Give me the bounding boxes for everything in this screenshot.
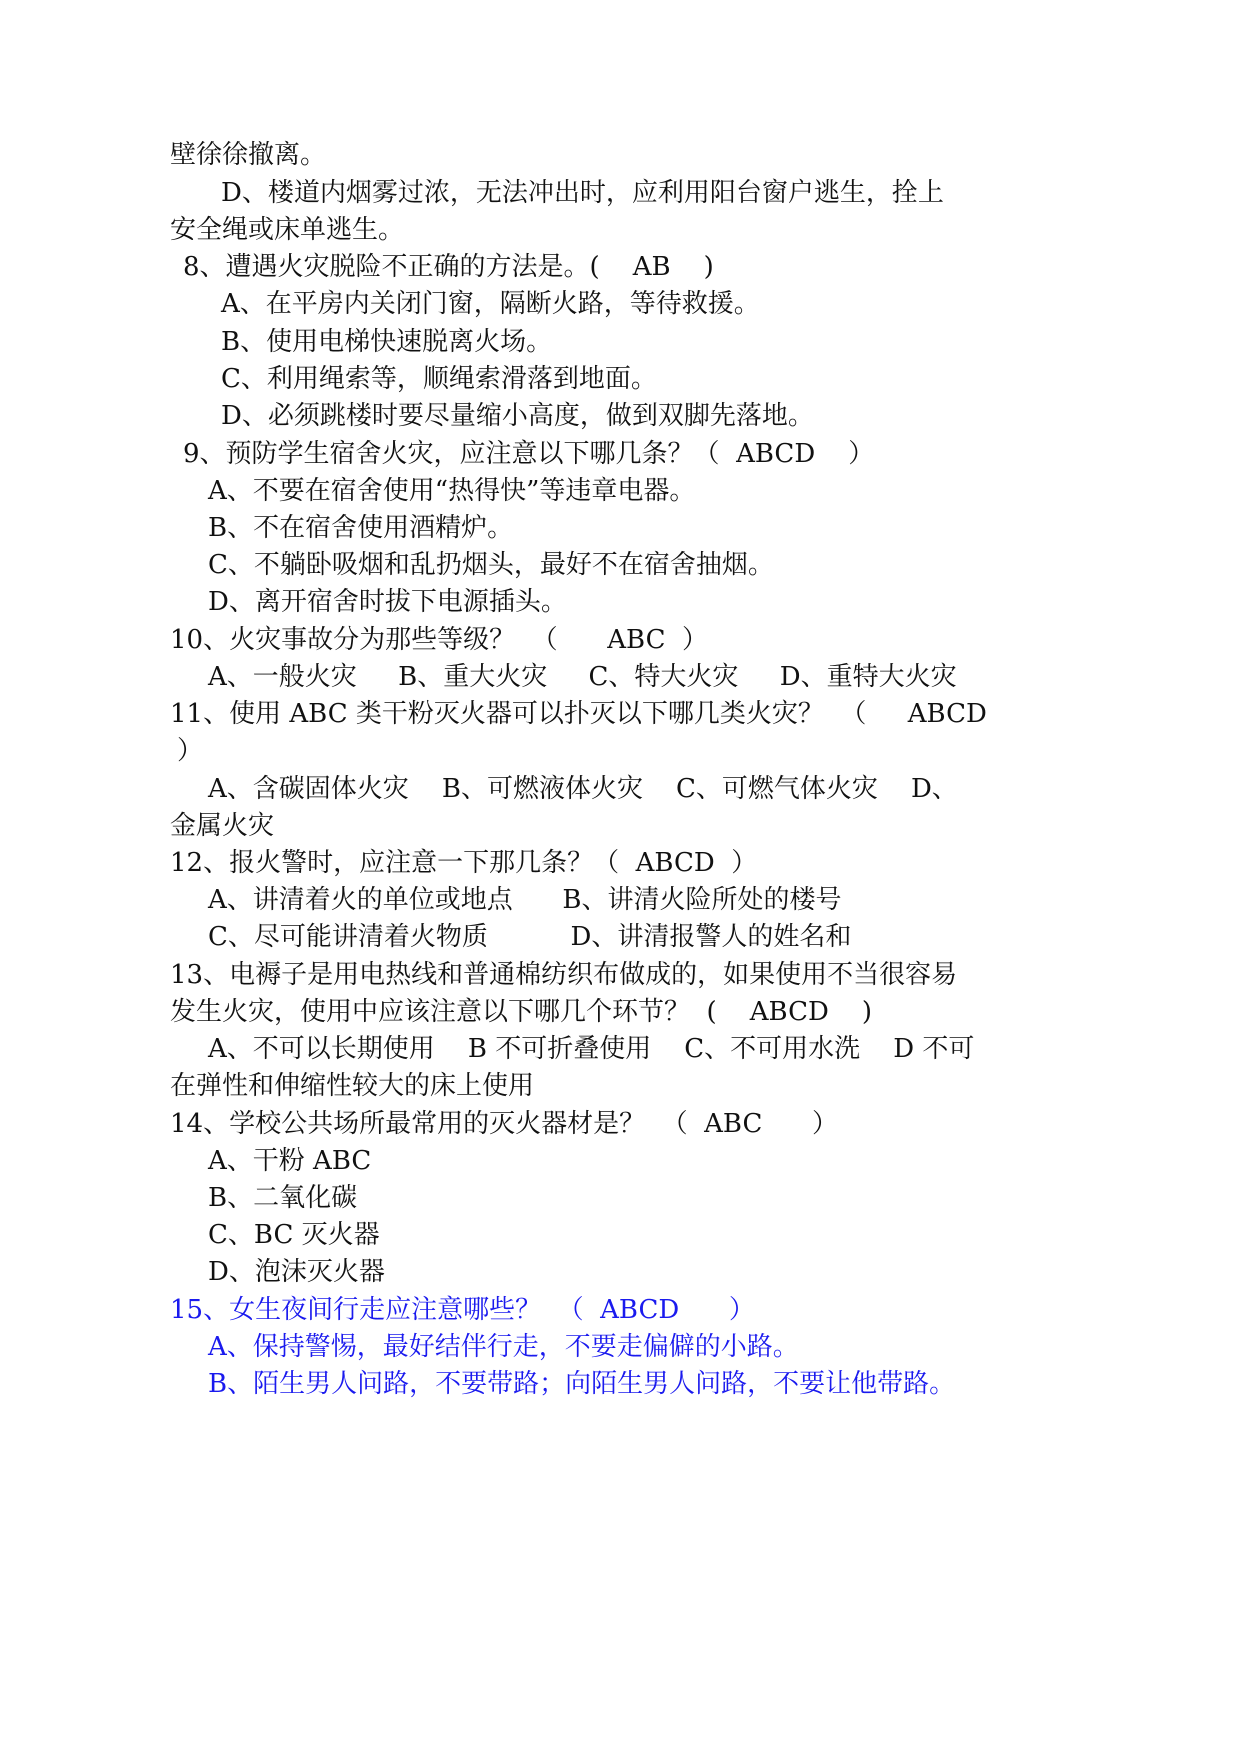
q14-option-a: A、干粉 ABC <box>208 1146 372 1176</box>
q10-options: A、一般火灾 B、重大火灾 C、特大火灾 D、重特大火灾 <box>208 662 957 692</box>
question-13-cont: 发生火灾，使用中应该注意以下哪几个环节？ ( ABCD ) <box>170 997 873 1027</box>
q14-option-d: D、泡沫灭火器 <box>208 1257 385 1287</box>
q14-option-c: C、BC 灭火器 <box>208 1220 380 1250</box>
question-11-closing: ） <box>177 736 204 766</box>
question-13: 13、电褥子是用电热线和普通棉纺织布做成的，如果使用不当很容易 <box>170 960 958 990</box>
text-line-3: 安全绳或床单逃生。 <box>170 215 405 245</box>
q15-option-b: B、陌生男人问路，不要带路；向陌生男人问路，不要让他带路。 <box>208 1369 956 1399</box>
question-9: 9、预防学生宿舍火灾，应注意以下哪几条？（ ABCD ） <box>183 439 875 469</box>
q11-options: A、含碳固体火灾 B、可燃液体火灾 C、可燃气体火灾 D、 <box>208 774 958 804</box>
q15-option-a: A、保持警惕，最好结伴行走，不要走偏僻的小路。 <box>208 1332 799 1362</box>
question-10: 10、火灾事故分为那些等级？ （ ABC ） <box>170 625 708 655</box>
q14-option-b: B、二氧化碳 <box>208 1183 358 1213</box>
q8-option-c: C、利用绳索等，顺绳索滑落到地面。 <box>221 364 657 394</box>
q9-option-d: D、离开宿舍时拔下电源插头。 <box>208 587 567 617</box>
q9-option-b: B、不在宿舍使用酒精炉。 <box>208 513 514 543</box>
question-11: 11、使用 ABC 类干粉灭火器可以扑灭以下哪几类火灾？ （ ABCD <box>170 699 987 729</box>
q9-option-a: A、不要在宿舍使用“热得快”等违章电器。 <box>208 476 696 506</box>
question-14: 14、学校公共场所最常用的灭火器材是？ （ ABC ） <box>170 1109 838 1139</box>
q8-option-d: D、必须跳楼时要尽量缩小高度，做到双脚先落地。 <box>221 401 814 431</box>
q9-option-c: C、不躺卧吸烟和乱扔烟头，最好不在宿舍抽烟。 <box>208 550 774 580</box>
q11-options-cont: 金属火灾 <box>170 811 275 841</box>
question-15: 15、女生夜间行走应注意哪些？ （ ABCD ） <box>170 1295 755 1325</box>
q13-options: A、不可以长期使用 B 不可折叠使用 C、不可用水洗 D 不可 <box>208 1034 975 1064</box>
q12-options-cd: C、尽可能讲清着火物质 D、讲清报警人的姓名和 <box>208 922 852 952</box>
q8-option-a: A、在平房内关闭门窗，隔断火路，等待救援。 <box>221 289 760 319</box>
q12-options-ab: A、讲清着火的单位或地点 B、讲清火险所处的楼号 <box>208 885 842 915</box>
question-12: 12、报火警时，应注意一下那几条？（ ABCD ） <box>170 848 758 878</box>
q13-options-cont: 在弹性和伸缩性较大的床上使用 <box>170 1071 535 1101</box>
text-line-1: 壁徐徐撤离。 <box>170 140 327 170</box>
option-d-line: D、楼道内烟雾过浓，无法冲出时，应利用阳台窗户逃生，拴上 <box>221 178 944 208</box>
question-8: 8、遭遇火灾脱险不正确的方法是。( AB ) <box>183 252 714 282</box>
q8-option-b: B、使用电梯快速脱离火场。 <box>221 327 553 357</box>
